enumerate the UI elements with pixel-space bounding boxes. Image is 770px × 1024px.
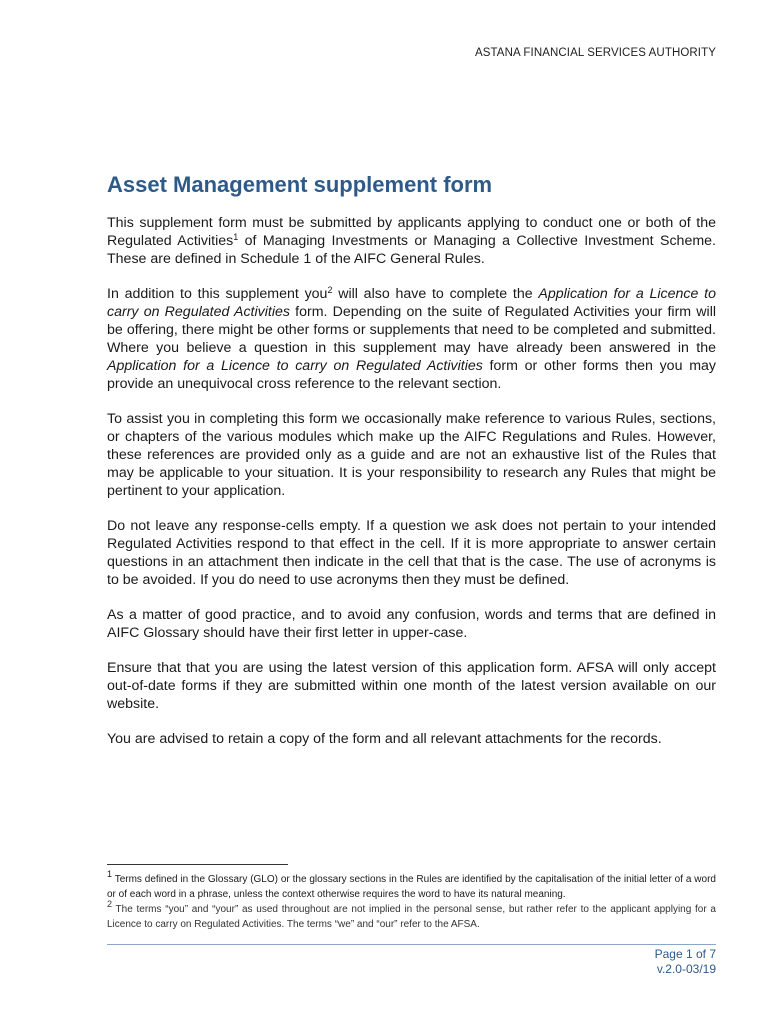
footnotes	[107, 869, 716, 932]
footer-divider	[107, 944, 716, 945]
paragraph-response-cells: Do not leave any response-cells empty. If a question we ask does not pertain to your intended Regulated Activities respond to that effect in the cell. If it is more appropriate to answer certain questions in an attachment then indicate in the cell that that is the case. The use of acronyms is to be avoided. If you do need to use acronyms then they must be defined.	[107, 518, 716, 588]
page-header: ASTANA FINANCIAL SERVICES AUTHORITY	[474, 47, 716, 59]
page-number: Page 1 of 7	[654, 947, 716, 961]
italic-form-name: Application for a Licence to carry on Regulated Activities	[107, 286, 717, 320]
footnote-1: $^1$ Terms defined in the Glossary (GLO) or the glossary sections in the Rules are identified by the capitalisation of the initial letter of a word or of each word in a phrase, unless the context otherwise requires the word to have its natural meaning.	[107, 869, 716, 900]
footnote-divider	[107, 864, 288, 865]
paragraph-good-practice: As a matter of good practice, and to avoid any confusion, words and terms that are defined in AIFC Glossary should have their first letter in upper-case.	[107, 607, 716, 641]
italic-form-name: Application for a Licence to carry on Regulated Activities	[107, 358, 483, 374]
paragraph-rules-reference: To assist you in completing this form we occasionally make reference to various Rules, sections, or chapters of the various modules which make up the AIFC Regulations and Rules. However, these references are provided only as a guide and are not an exhaustive list of the Rules that may be applicable to your situation. It is your responsibility to research any Rules that might be pertinent to your application.	[107, 411, 716, 499]
paragraph-intro: This supplement form must be submitted by applicants applying to conduct one or both of the Regulated Activities$^1$ of Managing Investments or Managing a Collective Investment Scheme. These are defined in Schedule 1 of the AIFC General Rules.	[107, 215, 716, 267]
footnote-ref-1[interactable]: 1	[233, 232, 239, 242]
page-title: Asset Management supplement form	[107, 172, 493, 197]
paragraph-additional-forms: In addition to this supplement you$^2$ will also have to complete the Application for a Licence to carry on Regulated Activities form. Depending on the suite of Regulated Activities your firm will be offering, there might be other forms or supplements that need to be completed and submitted. Where you believe a question in this supplement may have already been answered in the Application for a Licence to carry on Regulated Activities form or other forms then you may provide an unequivocal cross reference to the relevant section.	[107, 285, 717, 392]
page-footer	[655, 947, 716, 977]
paragraph-retain-copy: You are advised to retain a copy of the form and all relevant attachments for the records.	[107, 731, 662, 747]
footnote-ref-2[interactable]: 2	[327, 285, 333, 295]
body-text	[107, 214, 716, 765]
version-label: v.2.0-03/19	[656, 962, 716, 976]
paragraph-latest-version: Ensure that that you are using the latest version of this application form. AFSA will only accept out-of-date forms if they are submitted within one month of the latest version available on our website.	[107, 660, 716, 712]
footnote-2: $^2$ The terms “you” and “your” as used throughout are not implied in the personal sense, but rather refer to the applicant applying for a Licence to carry on Regulated Activities. The terms “we” and “our” refer to the AFSA.	[107, 899, 716, 930]
